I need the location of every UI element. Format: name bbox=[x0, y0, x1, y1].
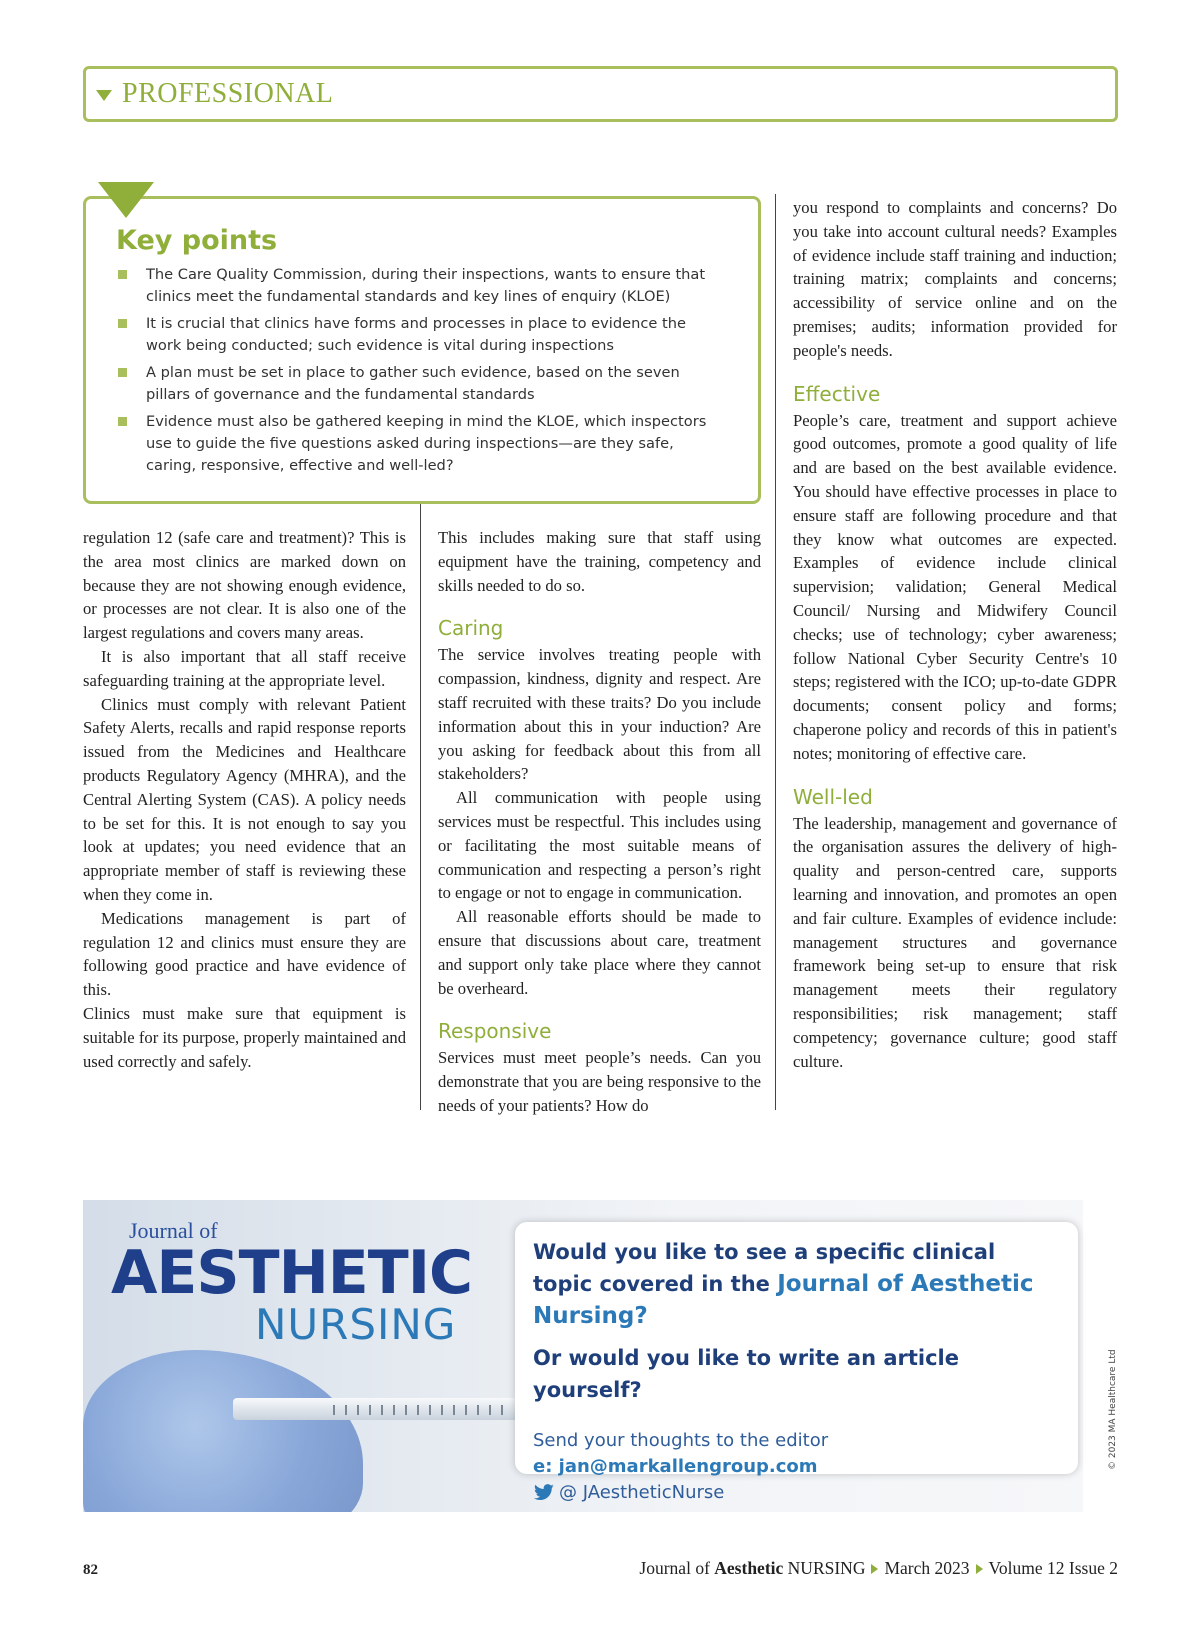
twitter-handle-link[interactable]: @ JAestheticNurse bbox=[533, 1480, 1060, 1506]
paragraph: All reasonable efforts should be made to ensure that discussions about care, treatment and support only take place where they cannot be overheard. bbox=[438, 907, 761, 998]
advert-card bbox=[515, 1222, 1078, 1503]
subheading-effective: Effective bbox=[793, 381, 881, 406]
paragraph: People’s care, treatment and support achieve good outcomes, promote a good quality of life and are based on the best available evidence. You should have effective processes in place to ensure staff are following procedure and that they know what outcomes are expected. Examples of evidence include clinical supervision; validation; General Medical Council/ Nursing and Midwifery Council checks; use of technology; cyber awareness; follow National Cyber Security Centre's 10 steps; registered with the ICO; up-to-date GDPR documents; consent policy and forms; chaperone policy and records of this in patient's notes; monitoring of effective care. bbox=[793, 410, 1117, 763]
paragraph: All communication with people using services must be respectful. This includes using or facilitating the most suitable means of communication and respecting a person’s right to engage or not to engage in communication. bbox=[438, 788, 761, 903]
key-points-title: Key points bbox=[116, 225, 278, 256]
advert-question-2: Or would you like to write an article yourself? bbox=[533, 1346, 959, 1402]
gloved-hand-image bbox=[83, 1350, 363, 1512]
issue-date: March 2023 bbox=[884, 1558, 970, 1578]
subheading-responsive: Responsive bbox=[438, 1019, 552, 1044]
journal-logo-of: Journal of bbox=[129, 1218, 218, 1243]
key-points-box bbox=[83, 196, 761, 504]
page-number: 82 bbox=[83, 1562, 98, 1578]
paragraph: you respond to complaints and concerns? Do you take into account cultural needs? Examples of evidence include staff training and induction; training matrix; complaints and concerns; accessibility of service online and on the premises; audits; information provided for people's needs. bbox=[793, 198, 1117, 360]
column-3 bbox=[793, 196, 1117, 1073]
column-1 bbox=[83, 526, 406, 1073]
triangle-right-icon bbox=[871, 1564, 878, 1574]
column-2 bbox=[438, 526, 761, 1118]
advert-journal-name: Journal of Aesthetic Nursing? bbox=[533, 1271, 1034, 1329]
bullet-square-icon bbox=[118, 319, 127, 328]
subheading-well-led: Well-led bbox=[793, 784, 873, 809]
column-rule bbox=[775, 194, 776, 1110]
paragraph: It is also important that all staff receive safeguarding training at the appropriate level. bbox=[83, 646, 406, 690]
key-point-item: A plan must be set in place to gather such evidence, based on the seven pillars of governance and the fundamental standards bbox=[118, 362, 724, 406]
footer-journal-info: Journal of Aesthetic NURSING March 2023 Volume 12 Issue 2 bbox=[639, 1558, 1118, 1578]
journal-logo-nursing: NURSING bbox=[255, 1300, 457, 1349]
paragraph: Clinics must make sure that equipment is suitable for its purpose, properly maintained and used correctly and safely. bbox=[83, 1003, 406, 1071]
key-points-list bbox=[118, 264, 724, 477]
triangle-right-icon bbox=[976, 1564, 983, 1574]
paragraph: Medications management is part of regulation 12 and clinics must ensure they are following good practice and have evidence of this. bbox=[83, 908, 406, 1000]
journal-logo-aesthetic: AESTHETIC bbox=[111, 1238, 473, 1308]
bullet-square-icon bbox=[118, 417, 127, 426]
paragraph: regulation 12 (safe care and treatment)? This is the area most clinics are marked down on because they are not showing enough evidence, or processes are not clear. It is also one of the largest regulations and covers many areas. bbox=[83, 528, 406, 643]
paragraph: Clinics must comply with relevant Patient Safety Alerts, recalls and rapid response reports issued from the Medicines and Healthcare products Regulatory Agency (MHRA), and the Central Alerting System (CAS). A policy needs to be set for this. It is not enough to say you look at updates; you need evidence that an appropriate member of staff is reviewing these when they come in. bbox=[83, 694, 406, 904]
advert-send-text: Send your thoughts to the editor bbox=[533, 1430, 829, 1451]
paragraph: Services must meet people’s needs. Can you demonstrate that you are being responsive to the needs of your patients? How do bbox=[438, 1048, 761, 1115]
issue-volume: Volume 12 Issue 2 bbox=[988, 1558, 1118, 1578]
bullet-square-icon bbox=[118, 368, 127, 377]
key-point-item: Evidence must also be gathered keeping in mind the KLOE, which inspectors use to guide the five questions asked during inspections—are they safe, caring, responsive, effective and well-led? bbox=[118, 411, 724, 477]
triangle-down-icon bbox=[96, 90, 112, 101]
copyright-notice: © 2023 MA Healthcare Ltd bbox=[1108, 1349, 1118, 1470]
key-point-item: The Care Quality Commission, during their inspections, wants to ensure that clinics meet the fundamental standards and key lines of enquiry (KLOE) bbox=[118, 264, 724, 308]
paragraph: The service involves treating people with compassion, kindness, dignity and respect. Are staff recruited with these traits? Do you include information about this in your induction? Are you asking for feedback about this from all stakeholders? bbox=[438, 645, 761, 784]
column-rule bbox=[420, 504, 421, 1110]
section-header bbox=[83, 66, 1118, 122]
key-points-notch-icon bbox=[98, 182, 154, 218]
bullet-square-icon bbox=[118, 270, 127, 279]
syringe-scale-icon bbox=[333, 1405, 513, 1415]
advert-question: Would you like to see a specific clinical topic covered in the Journal of Aesthetic Nursing? bbox=[533, 1240, 1034, 1329]
paragraph: The leadership, management and governance of the organisation assures the delivery of high-quality and person-centred care, supports learning and innovation, and promotes an open and fair culture. Examples of evidence include: management structures and governance framework being set-up to ensure that risk management meets their regulatory responsibilities; risk management; staff competency; governance culture; good staff culture. bbox=[793, 813, 1117, 1071]
twitter-bird-icon bbox=[533, 1484, 555, 1502]
paragraph: This includes making sure that staff using equipment have the training, competency and skills needed to do so. bbox=[438, 528, 761, 595]
subheading-caring: Caring bbox=[438, 616, 504, 641]
key-point-item: It is crucial that clinics have forms and processes in place to evidence the work being conducted; such evidence is vital during inspections bbox=[118, 313, 724, 357]
editor-email-link[interactable]: e: jan@markallengroup.com bbox=[533, 1456, 818, 1477]
section-label: PROFESSIONAL bbox=[122, 78, 334, 109]
